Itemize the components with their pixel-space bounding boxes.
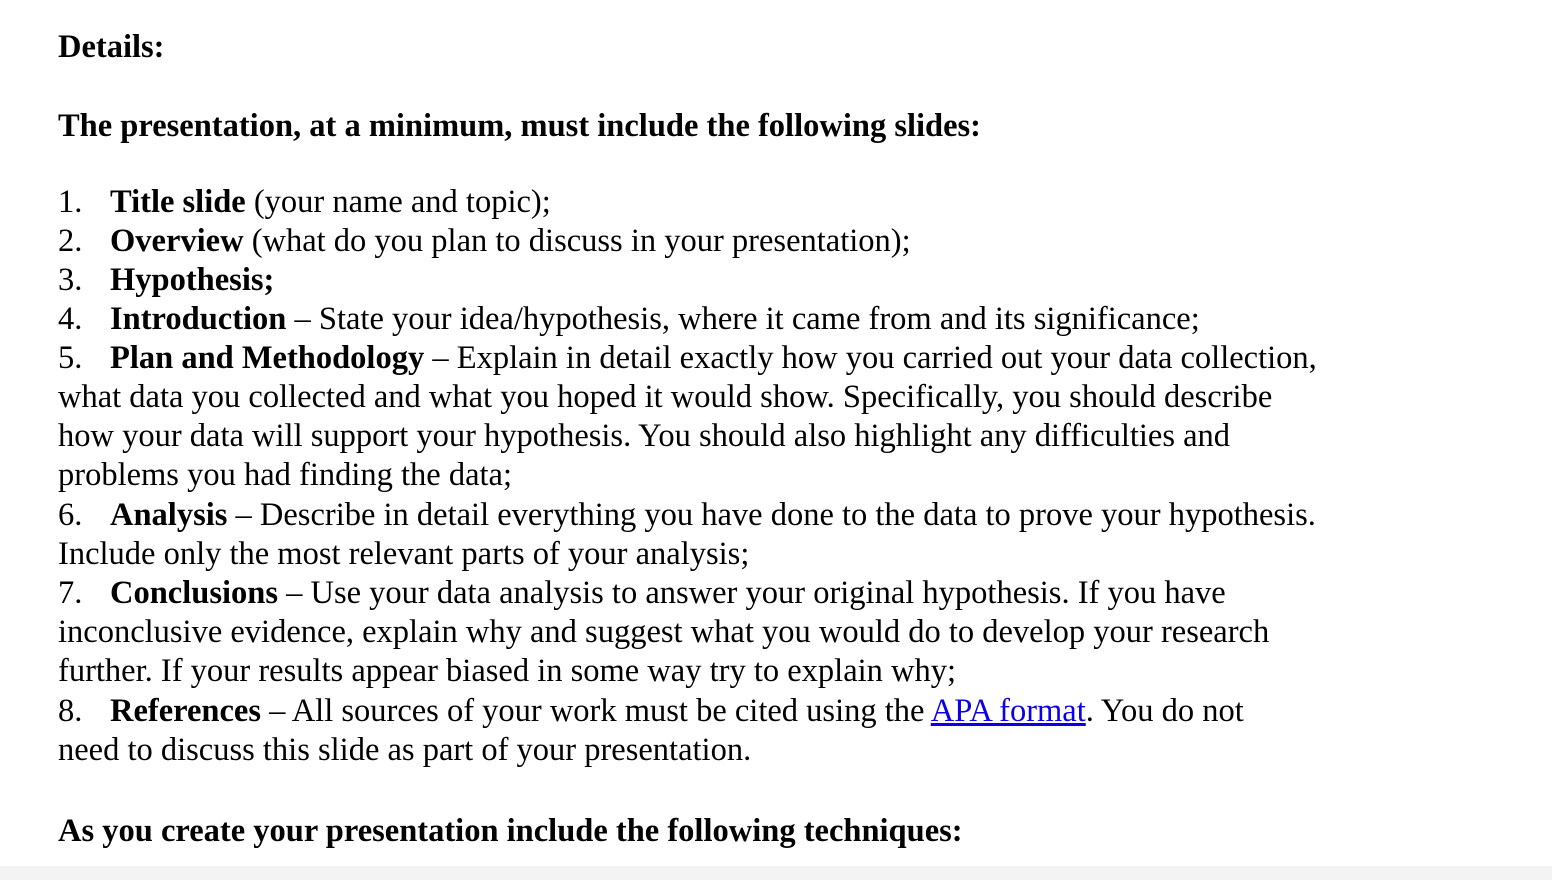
apa-format-link[interactable]: APA format (930, 693, 1086, 729)
list-item-5-continuation: what data you collected and what you hoped it would show. Specifically, you should describe (58, 379, 1273, 415)
item-title: Analysis (110, 497, 228, 533)
item-text: . You do not (1085, 693, 1244, 729)
list-item-7-continuation: further. If your results appear biased in some way try to explain why; (58, 653, 957, 689)
list-item-5 (58, 342, 1317, 375)
item-text: (your name and topic); (245, 184, 551, 220)
item-title: Plan and Methodology (110, 340, 425, 376)
item-title: Conclusions (110, 575, 278, 611)
list-item-2 (58, 225, 911, 258)
slides-intro: The presentation, at a minimum, must include the following slides: (58, 108, 981, 144)
list-item-1 (58, 186, 551, 219)
item-title: Title slide (110, 184, 246, 220)
list-item-7-continuation: inconclusive evidence, explain why and suggest what you would do to develop your research (58, 614, 1270, 650)
list-item-6-continuation: Include only the most relevant parts of your analysis; (58, 536, 750, 572)
item-number: 5. (58, 340, 83, 376)
list-item-6 (58, 499, 1316, 532)
item-text: – All sources of your work must be cited using the (260, 693, 931, 729)
item-text: (what do you plan to discuss in your presentation); (243, 223, 911, 259)
list-item-4 (58, 303, 1200, 336)
item-number: 7. (58, 575, 83, 611)
item-number: 8. (58, 693, 83, 729)
item-text: – Describe in detail everything you have done to the data to prove your hypothesis. (227, 497, 1316, 533)
list-item-5-continuation: problems you had finding the data; (58, 457, 513, 493)
details-heading: Details: (58, 29, 165, 65)
techniques-heading: As you create your presentation include the following techniques: (58, 813, 963, 849)
item-number: 1. (58, 184, 83, 220)
item-title: Introduction (110, 301, 287, 337)
list-item-8 (58, 695, 1244, 728)
item-text: – Use your data analysis to answer your original hypothesis. If you have (277, 575, 1226, 611)
item-title: Hypothesis; (110, 262, 275, 298)
item-text: – State your idea/hypothesis, where it came from and its significance; (286, 301, 1200, 337)
item-number: 6. (58, 497, 83, 533)
list-item-8-continuation: need to discuss this slide as part of your presentation. (58, 732, 752, 768)
item-number: 3. (58, 262, 83, 298)
item-title: Overview (110, 223, 244, 259)
item-text: – Explain in detail exactly how you carried out your data collection, (424, 340, 1317, 376)
list-item-5-continuation: how your data will support your hypothesis. You should also highlight any difficulties and (58, 418, 1231, 454)
item-number: 4. (58, 301, 83, 337)
list-item-7 (58, 577, 1226, 610)
item-title: References (110, 693, 261, 729)
list-item-3 (58, 264, 274, 297)
item-number: 2. (58, 223, 83, 259)
bottom-edge (0, 866, 1552, 880)
